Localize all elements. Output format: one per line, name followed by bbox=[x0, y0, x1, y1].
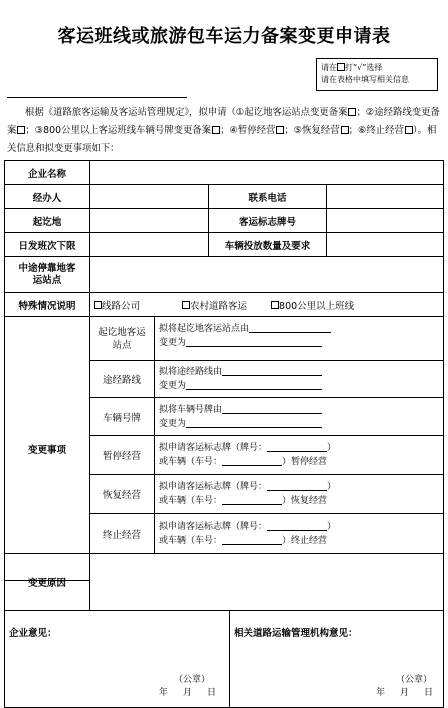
input-sign-no[interactable] bbox=[326, 208, 444, 233]
checkbox-plate-change[interactable] bbox=[212, 126, 220, 134]
application-form bbox=[4, 160, 444, 708]
change-label-resume: 恢复经营 bbox=[89, 474, 155, 514]
change-row-route: 拟将途经路线由 变更为 bbox=[154, 360, 444, 398]
intro-paragraph: 根据《道路旅客运输及客运站管理规定》，拟申请（①起讫地客运站点变更备案 ；②途经路线变更备案 ；③800公里以上客运班线车辆号牌变更备案 ；④暂停经营 ；⑤恢复经营 ；⑥终止经营 ）。相关信息和拟变更事项如下： bbox=[7, 107, 440, 154]
instruction-line-1: 请在 打“√”选择 bbox=[321, 63, 383, 72]
change-label-terminate: 终止经营 bbox=[89, 513, 155, 554]
company-date: 年 月 日 bbox=[159, 688, 220, 698]
blank-resume-sign[interactable] bbox=[267, 481, 327, 491]
checkbox-line-company[interactable] bbox=[94, 301, 102, 309]
authority-opinion-label: 相关道路运输管理机构意见： bbox=[234, 628, 358, 639]
label-vehicle-req: 车辆投放数量及要求 bbox=[208, 232, 327, 257]
input-company-name[interactable] bbox=[89, 160, 444, 185]
change-label-suspend: 暂停经营 bbox=[89, 435, 155, 475]
change-row-plate: 拟将车辆号牌由 变更为 bbox=[154, 397, 444, 436]
authority-date: 年 月 日 bbox=[376, 688, 437, 698]
label-phone: 联系电话 bbox=[208, 184, 327, 209]
instruction-line-2: 请在表格中填写相关信息 bbox=[321, 75, 409, 84]
checkbox-origin-change[interactable] bbox=[348, 108, 356, 116]
blank-plate-from[interactable] bbox=[222, 404, 322, 414]
input-origin[interactable] bbox=[89, 208, 209, 233]
change-label-plate: 车辆号牌 bbox=[89, 397, 155, 436]
checkbox-800km[interactable] bbox=[271, 301, 279, 309]
label-company-name: 企业名称 bbox=[4, 160, 90, 185]
label-handler: 经办人 bbox=[4, 184, 90, 209]
blank-suspend-vehicle[interactable] bbox=[222, 456, 282, 466]
blank-origin-to[interactable] bbox=[186, 337, 322, 347]
checkbox-resume[interactable] bbox=[341, 126, 349, 134]
blank-terminate-sign[interactable] bbox=[267, 521, 327, 531]
blank-resume-vehicle[interactable] bbox=[222, 495, 282, 505]
company-seal: （公章） bbox=[174, 675, 211, 685]
label-reason: 变更原因 bbox=[4, 553, 90, 611]
label-stops: 中途停靠地客运站点 bbox=[4, 256, 90, 293]
special-options: 线路公司 农村道路客运 800公里以上班线 bbox=[89, 292, 444, 317]
label-special: 特殊情况说明 bbox=[4, 292, 90, 317]
change-label-route: 途经路线 bbox=[89, 360, 155, 398]
checkbox-terminate[interactable] bbox=[405, 126, 413, 134]
input-daily-limit[interactable] bbox=[89, 232, 209, 257]
input-handler[interactable] bbox=[89, 184, 209, 209]
instruction-box bbox=[316, 58, 438, 91]
blank-origin-from[interactable] bbox=[249, 323, 331, 333]
input-vehicle-req[interactable] bbox=[326, 232, 444, 257]
blank-suspend-sign[interactable] bbox=[267, 442, 327, 452]
checkbox-icon bbox=[337, 63, 345, 71]
blank-route-from[interactable] bbox=[222, 366, 322, 376]
input-reason[interactable] bbox=[89, 553, 444, 611]
blank-route-to[interactable] bbox=[186, 380, 322, 390]
recipient-blank[interactable] bbox=[7, 96, 187, 98]
change-label-origin: 起讫地客运站点 bbox=[89, 316, 155, 361]
change-row-origin: 拟将起讫地客运站点由 变更为 bbox=[154, 316, 444, 361]
blank-terminate-vehicle[interactable] bbox=[222, 535, 282, 545]
checkbox-rural[interactable] bbox=[182, 301, 190, 309]
change-row-resume: 拟申请客运标志牌（牌号： ） 或车辆（车号： ）恢复经营 bbox=[154, 474, 444, 514]
form-title: 客运班线或旅游包车运力备案变更申请表 bbox=[57, 26, 391, 47]
authority-seal: （公章） bbox=[396, 675, 433, 685]
label-daily-limit: 日发班次下限 bbox=[4, 232, 90, 257]
input-phone[interactable] bbox=[326, 184, 444, 209]
label-sign-no: 客运标志牌号 bbox=[208, 208, 327, 233]
blank-plate-to[interactable] bbox=[186, 418, 322, 428]
input-stops[interactable] bbox=[89, 256, 444, 293]
change-row-terminate: 拟申请客运标志牌（牌号： ） 或车辆（车号： ）终止经营 bbox=[154, 513, 444, 554]
label-origin: 起讫地 bbox=[4, 208, 90, 233]
label-change-items: 变更事项 bbox=[4, 316, 90, 581]
change-row-suspend: 拟申请客运标志牌（牌号： ） 或车辆（车号： ）暂停经营 bbox=[154, 435, 444, 475]
company-opinion-label: 企业意见： bbox=[9, 628, 57, 639]
